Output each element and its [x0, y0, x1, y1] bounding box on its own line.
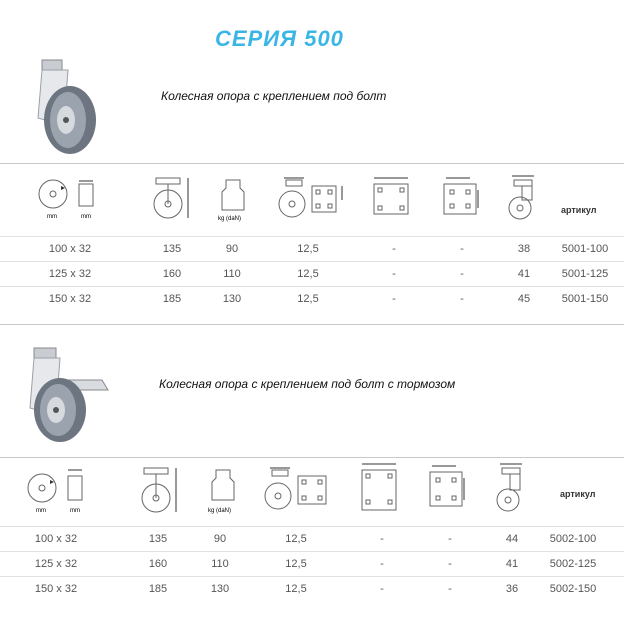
offset-icon	[262, 466, 336, 514]
cell-load: 90	[213, 533, 227, 545]
cell-offset: 12,5	[285, 533, 307, 545]
swivel-radius-icon	[504, 174, 544, 222]
cell-size: 125 x 32	[48, 268, 92, 280]
series-title: СЕРИЯ 500	[215, 26, 344, 51]
artikul-header: артикул	[561, 205, 597, 215]
cell-holes: -	[460, 268, 464, 280]
cell-radius: 41	[517, 268, 531, 280]
hole-spacing-icon	[440, 176, 484, 222]
cell-artikul: 5001-125	[561, 268, 609, 280]
load-label: kg (daN)	[208, 508, 232, 514]
cell-load: 110	[223, 268, 241, 280]
cell-holes: -	[448, 558, 452, 570]
cell-size: 125 x 32	[34, 558, 78, 570]
cell-holes: -	[460, 243, 464, 255]
section-divider	[0, 324, 624, 325]
cell-offset: 12,5	[297, 268, 319, 280]
cell-offset: 12,5	[285, 583, 307, 595]
cell-size: 150 x 32	[48, 293, 92, 305]
cell-load: 130	[222, 293, 242, 305]
load-capacity-icon	[206, 466, 240, 514]
row-divider	[0, 261, 624, 262]
cell-offset: 12,5	[297, 243, 319, 255]
cell-height: 135	[162, 243, 182, 255]
row-divider	[0, 526, 624, 527]
cell-load: 90	[225, 243, 239, 255]
cell-height: 135	[148, 533, 168, 545]
cell-radius: 38	[517, 243, 531, 255]
mm-label-1: mm	[47, 214, 57, 220]
load-label: kg (daN)	[218, 216, 242, 222]
cell-artikul: 5002-100	[549, 533, 597, 545]
plate-size-icon	[370, 176, 414, 222]
cell-height: 185	[162, 293, 182, 305]
cell-size: 100 x 32	[34, 533, 78, 545]
cell-plate: -	[392, 243, 396, 255]
overall-height-icon	[150, 176, 194, 222]
offset-icon	[276, 176, 350, 222]
cell-plate: -	[380, 558, 384, 570]
wheel-diameter-icon	[24, 466, 94, 514]
mm-label-1: mm	[36, 508, 46, 514]
load-capacity-icon	[216, 176, 250, 222]
cell-radius: 45	[517, 293, 531, 305]
artikul-header: артикул	[560, 489, 596, 499]
row-divider	[0, 551, 624, 552]
cell-offset: 12,5	[297, 293, 319, 305]
cell-load: 130	[210, 583, 230, 595]
swivel-radius-icon	[492, 462, 532, 514]
caster-bolt-image	[28, 58, 108, 163]
section1-description: Колесная опора с креплением под болт	[161, 89, 387, 103]
cell-height: 160	[148, 558, 168, 570]
cell-radius: 36	[505, 583, 519, 595]
section1-top-divider	[0, 163, 624, 164]
cell-artikul: 5001-100	[561, 243, 609, 255]
cell-holes: -	[448, 583, 452, 595]
cell-plate: -	[392, 293, 396, 305]
cell-radius: 44	[505, 533, 519, 545]
mm-label-2: mm	[81, 214, 91, 220]
cell-height: 160	[162, 268, 182, 280]
cell-holes: -	[448, 533, 452, 545]
row-divider	[0, 286, 624, 287]
wheel-diameter-icon	[35, 178, 105, 220]
cell-plate: -	[380, 583, 384, 595]
section2-description: Колесная опора с креплением под болт с тормозом	[159, 377, 456, 391]
cell-artikul: 5002-150	[549, 583, 597, 595]
cell-artikul: 5002-125	[549, 558, 597, 570]
plate-size-icon	[358, 462, 402, 514]
section2-top-divider	[0, 457, 624, 458]
mm-label-2: mm	[70, 508, 80, 514]
row-divider	[0, 236, 624, 237]
cell-size: 150 x 32	[34, 583, 78, 595]
cell-size: 100 x 32	[48, 243, 92, 255]
cell-plate: -	[392, 268, 396, 280]
cell-plate: -	[380, 533, 384, 545]
hole-spacing-icon	[426, 464, 470, 512]
cell-offset: 12,5	[285, 558, 307, 570]
cell-height: 185	[148, 583, 168, 595]
caster-bolt-brake-image	[16, 346, 116, 451]
cell-artikul: 5001-150	[561, 293, 609, 305]
overall-height-icon	[138, 466, 182, 516]
cell-radius: 41	[505, 558, 519, 570]
row-divider	[0, 576, 624, 577]
cell-load: 110	[211, 558, 229, 570]
cell-holes: -	[460, 293, 464, 305]
